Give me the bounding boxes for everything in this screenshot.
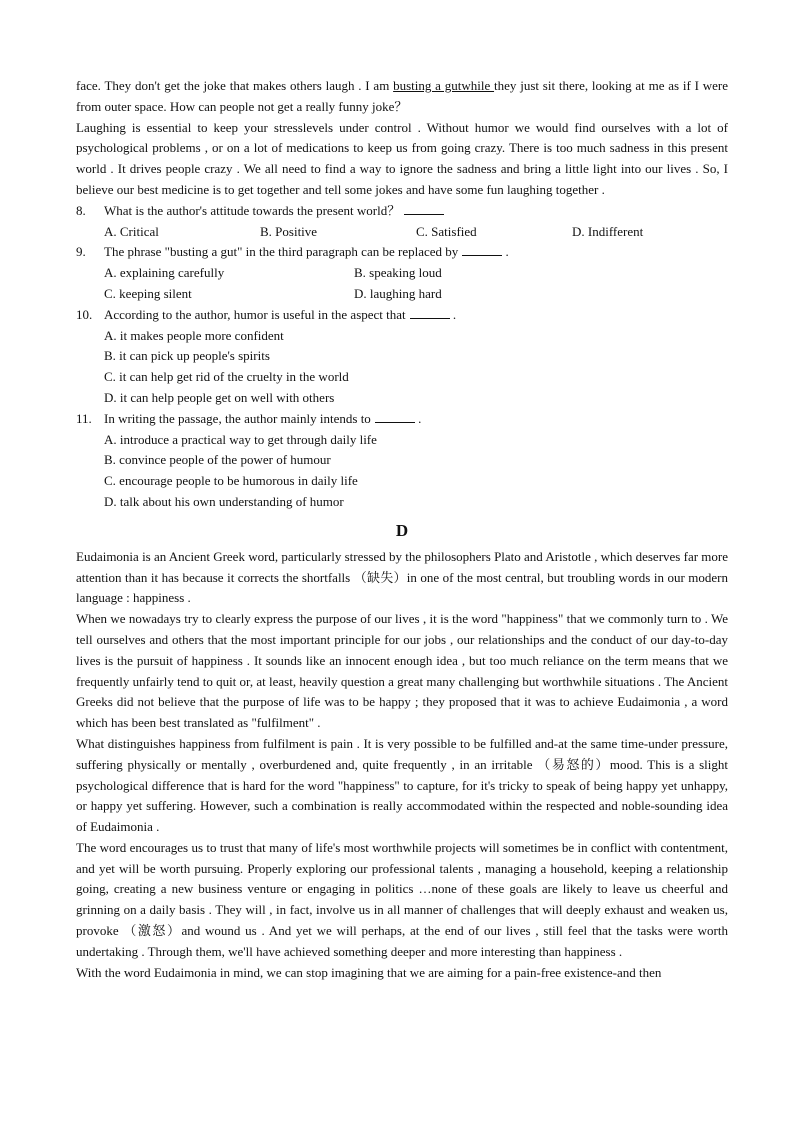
answer-blank xyxy=(410,306,450,319)
option-a: A. explaining carefully xyxy=(104,265,225,281)
option-d: D. Indifferent xyxy=(572,223,644,239)
option-c: C. keeping silent xyxy=(104,285,192,301)
question-10 xyxy=(76,305,728,409)
option-a: A. introduce a practical way to get through daily life xyxy=(104,431,377,447)
question-text-run: In writing the passage, the author mainly intends to xyxy=(104,410,371,426)
text-run: they just sit there, looking at me as if I were from outer space. How can people not get a really funny joke？ xyxy=(76,78,729,114)
question-end: . xyxy=(502,244,509,260)
question-text xyxy=(104,409,421,430)
option-b: B. speaking loud xyxy=(354,265,442,281)
question-number: 10. xyxy=(76,306,93,322)
answer-blank xyxy=(375,410,415,423)
option-b: B. convince people of the power of humour xyxy=(104,452,331,468)
question-11 xyxy=(76,409,728,513)
page-content xyxy=(76,76,728,983)
option-c: C. Satisfied xyxy=(416,223,477,239)
question-stem xyxy=(76,242,728,263)
options-list xyxy=(76,430,728,513)
option-b: B. it can pick up people's spirits xyxy=(104,348,270,364)
passage-d-paragraph-2: When we nowadays try to clearly express the purpose of our lives , it is the word "happiness" that we commonly turn to . We tell ourselves and others that the most important principle for our jobs , our relationships and the conduct of our day-to-day lives is the pursuit of happiness . It sounds like an innocent enough idea , but too much reliance on the term means that we frequently unfairly tend to quit or, at least, heavily question a great many challenging but worthwhile situations . The Ancient Greeks did not believe that the purpose of life was to be happy ; they proposed that it was to achieve Eudaimonia , a word which has been best translated as "fulfilment" . xyxy=(76,611,728,731)
underlined-phrase: busting a gutwhile xyxy=(393,78,495,93)
passage-c-paragraph-1 xyxy=(76,76,728,118)
question-end: . xyxy=(449,306,457,322)
answer-blank xyxy=(462,243,502,256)
option-d: D. talk about his own understanding of humor xyxy=(104,493,344,509)
passage-d-paragraph-1: Eudaimonia is an Ancient Greek word, particularly stressed by the philosophers Plato and Aristotle , which deserves far more attention than it has because it corrects the shortfalls （缺失）in one of the most central, but troubling words in our modern language : happiness . xyxy=(76,548,728,606)
option-b: B. Positive xyxy=(260,223,318,239)
passage-d-paragraph-4: The word encourages us to trust that many of life's most worthwhile projects will sometimes be in conflict with contentment, and yet will be worth pursuing. Properly exploring our professional talents , managing a household, keeping a relationship going, creating a new business venture or engaging in politics …none of these goals are likely to leave us cheerful and grinning on a daily basis . They will , in fact, involve us in all manner of challenges that will deeply exhaust and weaken us, provoke （激怒）and wound us . And yet we will perhaps, at the end of our lives , still feel that the tasks were worth undertaking . Through them, we'll have achieved something deeper and more interesting than happiness . xyxy=(76,839,728,959)
passage-d-paragraph-5: With the word Eudaimonia in mind, we can stop imagining that we are aiming for a pain-free existence-and then xyxy=(76,964,662,980)
question-text xyxy=(104,305,456,326)
question-stem xyxy=(76,201,728,222)
question-number: 11. xyxy=(76,410,92,426)
option-d: D. laughing hard xyxy=(354,285,442,301)
option-a: A. Critical xyxy=(104,223,159,239)
passage-d-paragraph-3: What distinguishes happiness from fulfilment is pain . It is very possible to be fulfilled and-at the same time-under pressure, suffering physically or mentally , overburdened and, quite frequently , in an irritable （易怒的）mood. This is a slight psychological difference that is hard for the word "happiness" to capture, for it's tricky to speak of being happy yet unhappy, or happy yet suffering. However, such a combination is really accommodated within the respected and noble-sounding idea of Eudaimonia . xyxy=(76,735,728,835)
passage-c-paragraph-2: Laughing is essential to keep your stresslevels under control . Without humor we would find ourselves with a lot of psychological problems , or on a lot of medications to keep us from going crazy. There is too much sadness in this present world . It drives people crazy . We all need to find a way to ignore the sadness and bring a little light into our lives . So, I believe our best medicine is to get together and tell some jokes and have some fun laughing together . xyxy=(76,119,728,197)
question-9 xyxy=(76,242,728,304)
question-text-run: What is the author's attitude towards the present world？ xyxy=(104,202,401,218)
question-text xyxy=(104,201,444,222)
text-run: face. They don't get the joke that makes others laugh . I am xyxy=(76,78,394,93)
options-grid xyxy=(76,263,728,305)
option-c: C. it can help get rid of the cruelty in the world xyxy=(104,369,349,385)
question-end: . xyxy=(414,410,422,426)
options-list xyxy=(76,326,728,409)
question-stem xyxy=(76,305,728,326)
options-row xyxy=(76,222,728,243)
question-number: 9. xyxy=(76,244,86,260)
option-d: D. it can help people get on well with others xyxy=(104,389,335,405)
question-8 xyxy=(76,201,728,243)
question-text-run: The phrase "busting a gut" in the third paragraph can be replaced by xyxy=(104,244,459,260)
option-a: A. it makes people more confident xyxy=(104,327,284,343)
question-text-run: According to the author, humor is useful in the aspect that xyxy=(104,306,406,322)
option-c: C. encourage people to be humorous in daily life xyxy=(104,473,358,489)
question-text xyxy=(104,242,509,263)
question-number: 8. xyxy=(76,202,86,218)
question-stem xyxy=(76,409,728,430)
section-heading-d: D xyxy=(395,520,409,540)
answer-blank xyxy=(404,202,444,215)
